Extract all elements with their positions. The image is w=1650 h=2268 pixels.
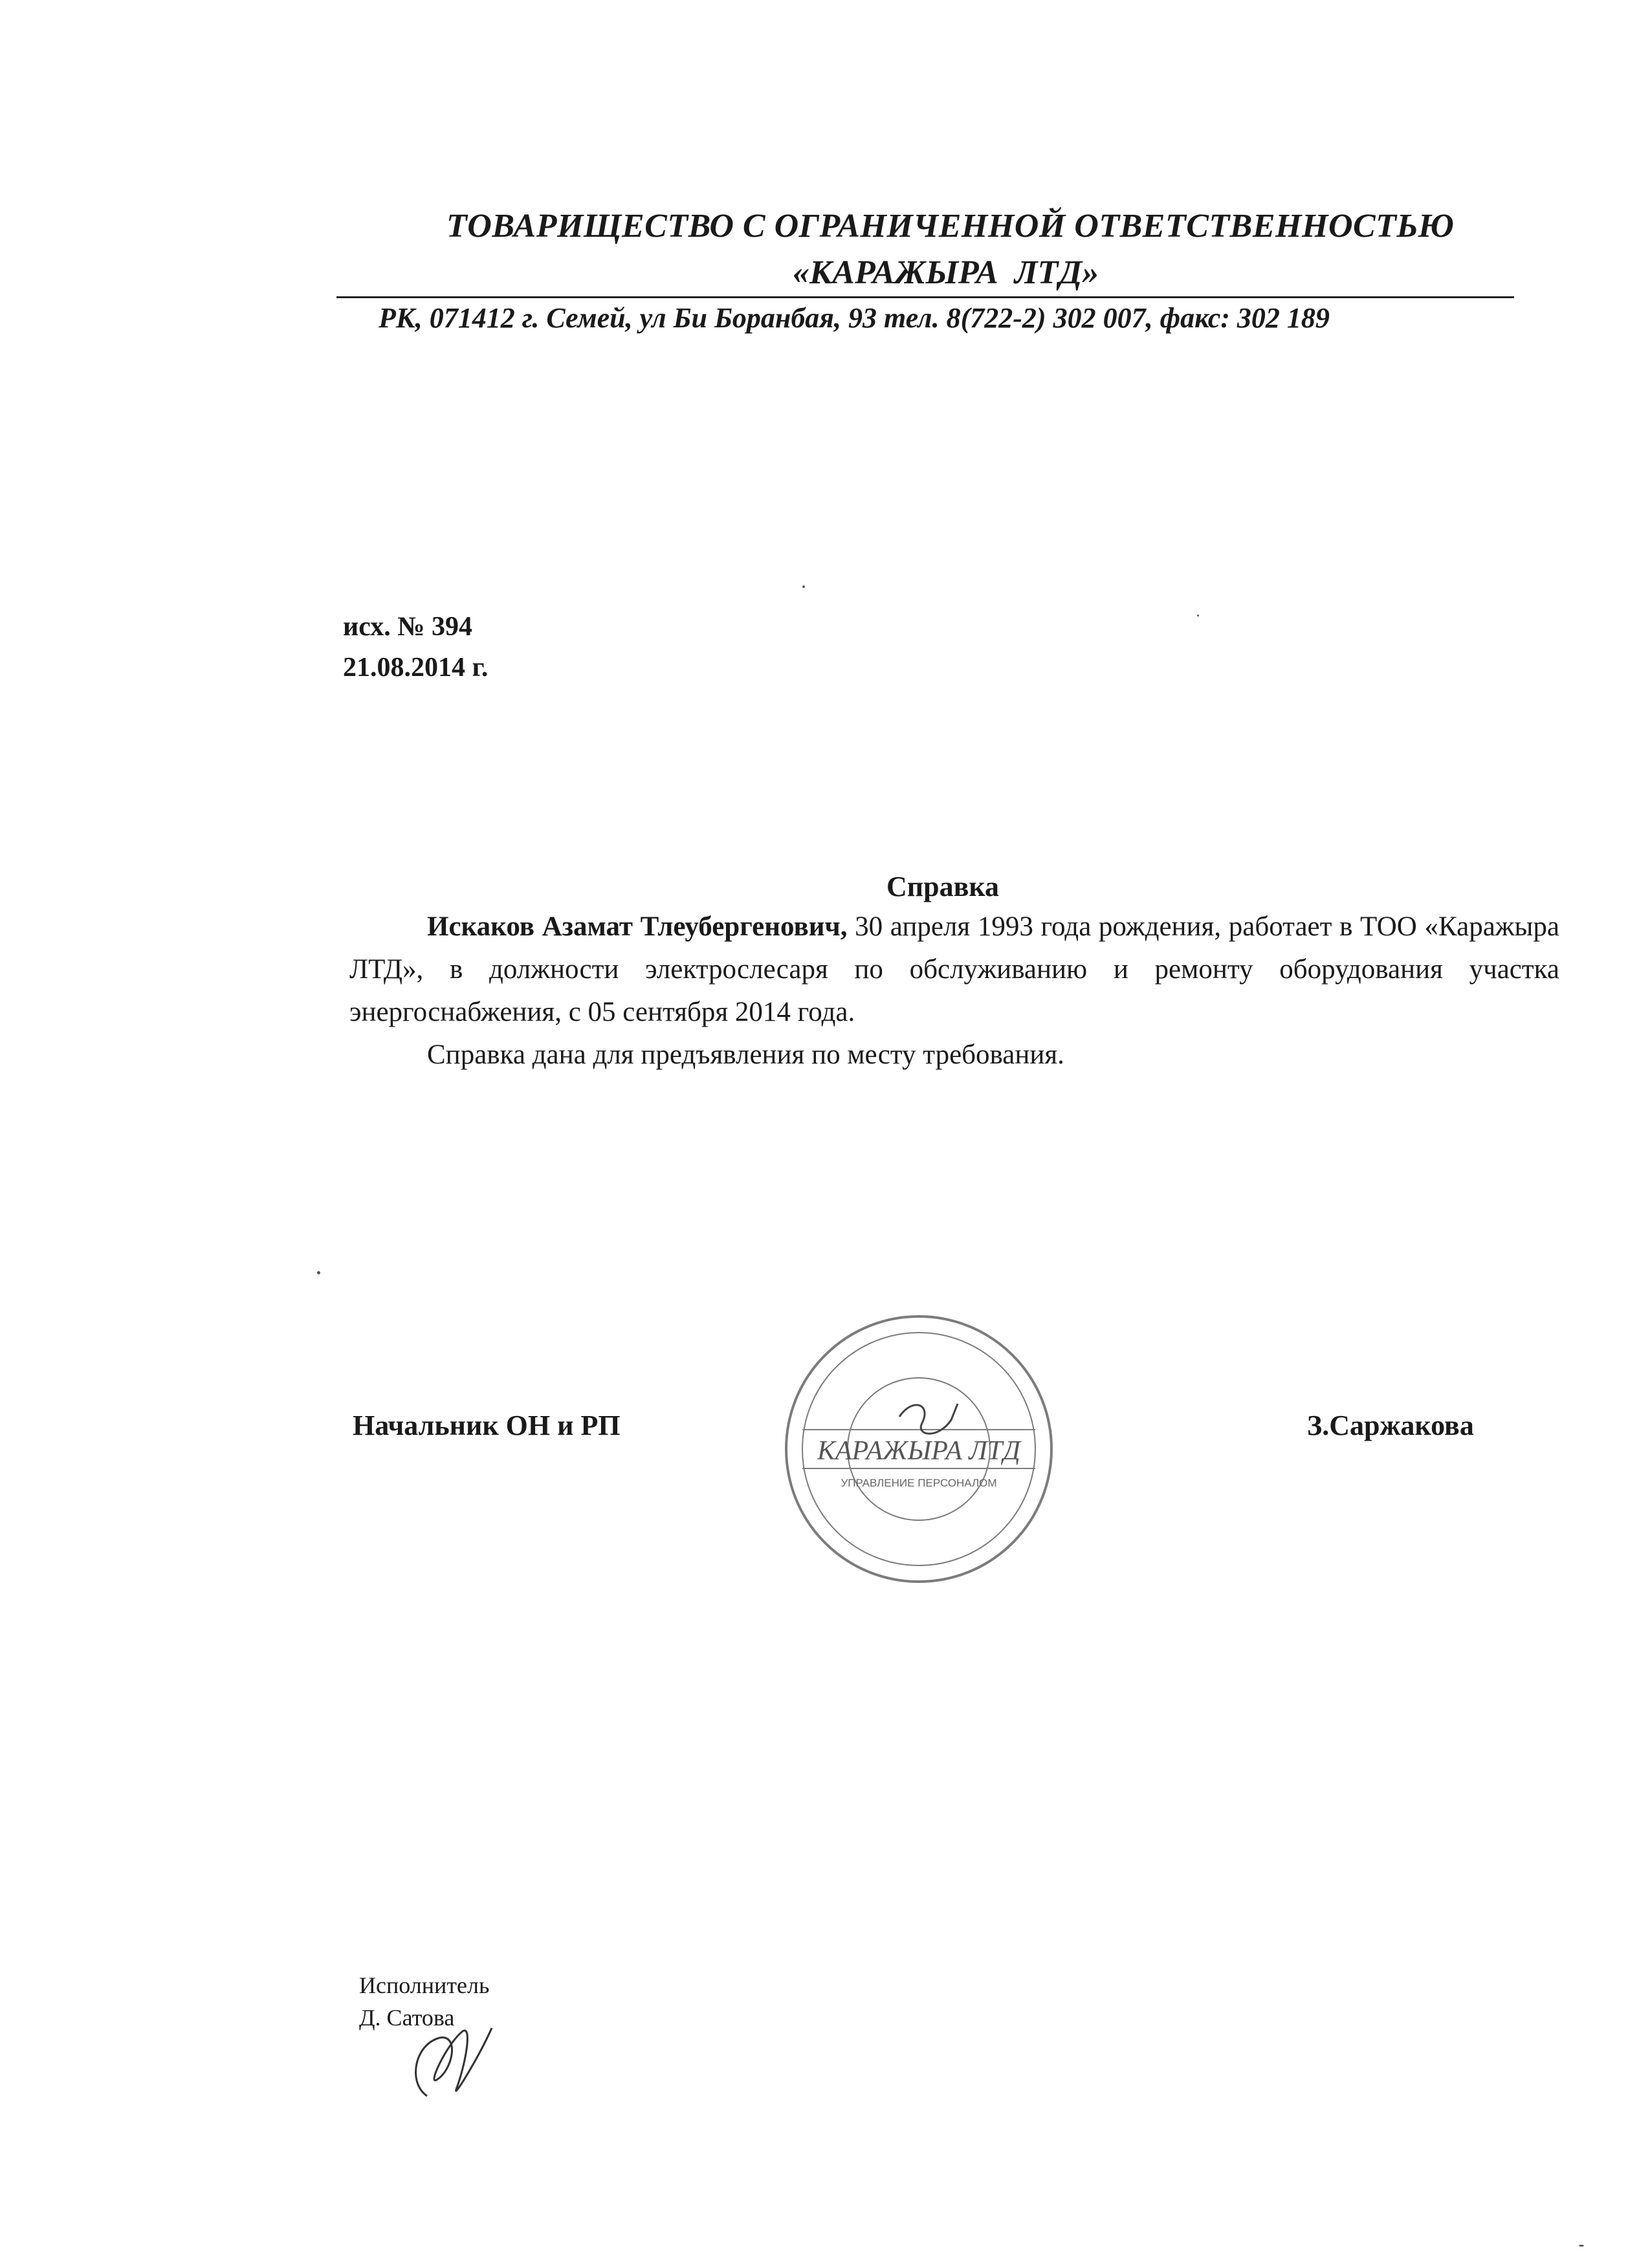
executor-label: Исполнитель	[359, 1972, 490, 1998]
paragraph-1-text: 30 апреля 1993 года рождения, работает в ТОО «Каражыра ЛТД», в должности электрослесаря по обслуживанию и ремонту оборудования участка энергоснабжения, с 05 сентября 2014 года.	[349, 911, 1559, 1027]
employee-name: Искаков Азамат Тлеубергенович,	[427, 911, 848, 942]
outgoing-date: 21.08.2014 г.	[343, 653, 489, 682]
executor-name: Д. Сатова	[359, 2005, 455, 2031]
stamp-center-text: КАРАЖЫРА ЛТД	[817, 1436, 1020, 1466]
executor-signature-icon	[401, 2018, 505, 2109]
scan-speck	[317, 1271, 320, 1274]
company-stamp	[776, 1307, 1061, 1591]
company-name-line1: ТОВАРИЩЕСТВО С ОГРАНИЧЕННОЙ ОТВЕТСТВЕННОСТЬЮ	[446, 208, 1455, 245]
outgoing-number: исх. № 394	[343, 612, 472, 642]
stamp-sub-text: УПРАВЛЕНИЕ ПЕРСОНАЛОМ	[841, 1477, 997, 1489]
scan-speck	[802, 585, 805, 588]
document-body	[349, 906, 1559, 1076]
scan-speck	[1579, 2245, 1584, 2247]
signer-name: З.Саржакова	[1307, 1410, 1474, 1441]
scan-speck	[1197, 615, 1199, 616]
document-title: Справка	[886, 871, 1000, 902]
company-address: РК, 071412 г. Семей, ул Би Боранбая, 93 тел. 8(722-2) 302 007, факс: 302 189	[379, 302, 1330, 334]
body-paragraph-2: Справка дана для предъявления по месту требования.	[427, 1040, 1064, 1070]
body-paragraph-1	[349, 906, 1559, 1034]
header-rule	[336, 296, 1514, 298]
signer-position: Начальник ОН и РП	[353, 1410, 621, 1441]
company-name-line2: «КАРАЖЫРА ЛТД»	[793, 254, 1099, 291]
